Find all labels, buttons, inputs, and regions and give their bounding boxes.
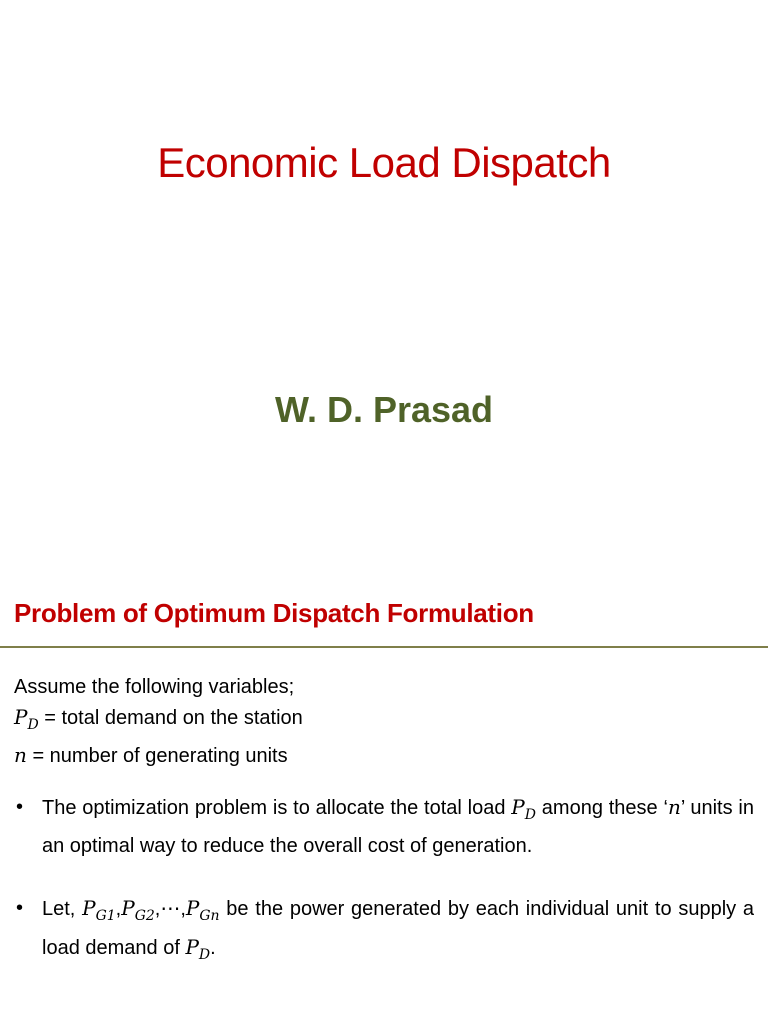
bullet2-text-c: .: [210, 936, 216, 959]
bullet2-comma: ,: [115, 897, 122, 920]
bullet2-pg2-subscript: G2: [134, 907, 155, 924]
pd-definition-text: = total demand on the station: [38, 707, 303, 729]
bullet2-pd-symbol: P: [185, 934, 199, 959]
bullet2-pg1-symbol: P: [82, 895, 96, 920]
pd-definition: [14, 702, 303, 740]
pd-symbol: P: [14, 705, 28, 729]
bullet-marker: •: [16, 796, 24, 818]
bullet-item-generators: [14, 893, 754, 971]
bullet-list: [14, 792, 754, 1002]
author-name: W. D. Prasad: [274, 389, 494, 430]
n-definition-text: = number of generating units: [26, 744, 288, 767]
variable-definitions: [14, 672, 303, 771]
pd-subscript: D: [27, 716, 39, 733]
bullet1-pd-subscript: D: [524, 806, 536, 823]
bullet1-pd-symbol: P: [511, 795, 525, 819]
bullet1-text-c: ’ units in an optimal way to reduce the overall cost of generation.: [42, 797, 754, 857]
bullet2-pg1-subscript: G1: [95, 907, 116, 924]
n-definition: [14, 740, 303, 771]
bullet2-pgn-subscript: Gn: [199, 907, 220, 924]
bullet-marker: •: [16, 896, 24, 919]
heading-divider: [0, 646, 768, 648]
bullet2-ellipsis: ,⋯,: [154, 897, 186, 920]
n-symbol: n: [14, 742, 27, 767]
bullet-item-optimization: [14, 792, 754, 862]
bullet1-text-a: The optimization problem is to allocate the total load: [42, 797, 512, 819]
section-heading: Problem of Optimum Dispatch Formulation: [14, 598, 534, 628]
bullet1-n-symbol: n: [667, 795, 681, 819]
bullet2-pd-subscript: D: [198, 946, 211, 963]
bullet2-text-b: be the power generated by each individual unit to supply a load demand of: [42, 897, 754, 959]
bullet2-pg2-symbol: P: [121, 895, 135, 920]
bullet2-pgn-symbol: P: [185, 895, 200, 920]
content-slide: [0, 576, 768, 1024]
bullet1-text-b: among these ‘: [535, 797, 668, 819]
intro-line: Assume the following variables;: [14, 676, 295, 698]
slide-title: Economic Load Dispatch: [157, 139, 611, 186]
bullet2-text-a: Let,: [42, 897, 83, 920]
